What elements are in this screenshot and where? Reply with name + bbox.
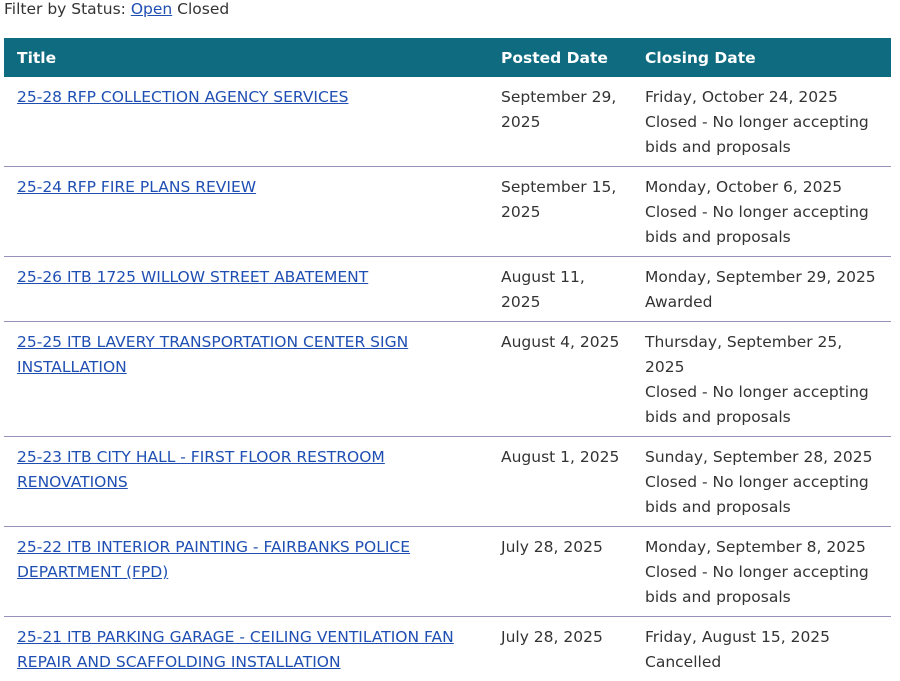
closing-cell	[632, 257, 891, 322]
posted-date: July 28, 2025	[488, 617, 632, 681]
title-cell	[4, 437, 488, 527]
bid-title-link[interactable]: 25-21 ITB PARKING GARAGE - CEILING VENTILATION FAN REPAIR AND SCAFFOLDING INSTALLATION	[17, 628, 454, 671]
table-row	[4, 77, 891, 167]
bid-title-link[interactable]: 25-24 RFP FIRE PLANS REVIEW	[17, 178, 256, 196]
closing-cell	[632, 167, 891, 257]
closing-cell	[632, 77, 891, 167]
column-header-posted-date: Posted Date	[488, 38, 632, 77]
table-row	[4, 167, 891, 257]
closing-cell	[632, 527, 891, 617]
title-cell	[4, 322, 488, 437]
table-row	[4, 617, 891, 681]
closing-date: Monday, October 6, 2025	[645, 178, 842, 196]
bid-title-link[interactable]: 25-25 ITB LAVERY TRANSPORTATION CENTER SIGN INSTALLATION	[17, 333, 408, 376]
closing-date: Monday, September 29, 2025	[645, 268, 876, 286]
bid-title-link[interactable]: 25-26 ITB 1725 WILLOW STREET ABATEMENT	[17, 268, 368, 286]
table-row	[4, 322, 891, 437]
posted-date: August 1, 2025	[488, 437, 632, 527]
status-text: Closed - No longer accepting bids and proposals	[645, 200, 885, 250]
column-header-closing-date: Closing Date	[632, 38, 891, 77]
bids-table	[4, 38, 891, 681]
status-text: Awarded	[645, 290, 885, 315]
title-cell	[4, 257, 488, 322]
closing-cell	[632, 437, 891, 527]
title-cell	[4, 527, 488, 617]
table-row	[4, 527, 891, 617]
table-row	[4, 257, 891, 322]
bid-title-link[interactable]: 25-28 RFP COLLECTION AGENCY SERVICES	[17, 88, 348, 106]
filter-label: Filter by Status:	[4, 0, 126, 18]
filter-closed-option[interactable]: Closed	[177, 0, 229, 18]
filter-open-link[interactable]: Open	[131, 0, 172, 18]
status-text: Cancelled	[645, 650, 885, 675]
closing-date: Sunday, September 28, 2025	[645, 448, 872, 466]
posted-date: August 4, 2025	[488, 322, 632, 437]
closing-date: Friday, October 24, 2025	[645, 88, 838, 106]
posted-date: July 28, 2025	[488, 527, 632, 617]
status-text: Closed - No longer accepting bids and proposals	[645, 560, 885, 610]
posted-date: September 29, 2025	[488, 77, 632, 167]
title-cell	[4, 167, 488, 257]
posted-date: September 15, 2025	[488, 167, 632, 257]
bid-title-link[interactable]: 25-22 ITB INTERIOR PAINTING - FAIRBANKS POLICE DEPARTMENT (FPD)	[17, 538, 410, 581]
closing-cell	[632, 322, 891, 437]
closing-date: Thursday, September 25, 2025	[645, 333, 842, 376]
status-text: Closed - No longer accepting bids and proposals	[645, 380, 885, 430]
closing-date: Friday, August 15, 2025	[645, 628, 830, 646]
posted-date: August 11, 2025	[488, 257, 632, 322]
column-header-title: Title	[4, 38, 488, 77]
closing-date: Monday, September 8, 2025	[645, 538, 866, 556]
bid-title-link[interactable]: 25-23 ITB CITY HALL - FIRST FLOOR RESTROOM RENOVATIONS	[17, 448, 385, 491]
status-filter	[4, 0, 229, 22]
title-cell	[4, 77, 488, 167]
title-cell	[4, 617, 488, 681]
table-row	[4, 437, 891, 527]
status-text: Closed - No longer accepting bids and proposals	[645, 110, 885, 160]
status-text: Closed - No longer accepting bids and proposals	[645, 470, 885, 520]
closing-cell	[632, 617, 891, 681]
table-header	[4, 38, 891, 77]
